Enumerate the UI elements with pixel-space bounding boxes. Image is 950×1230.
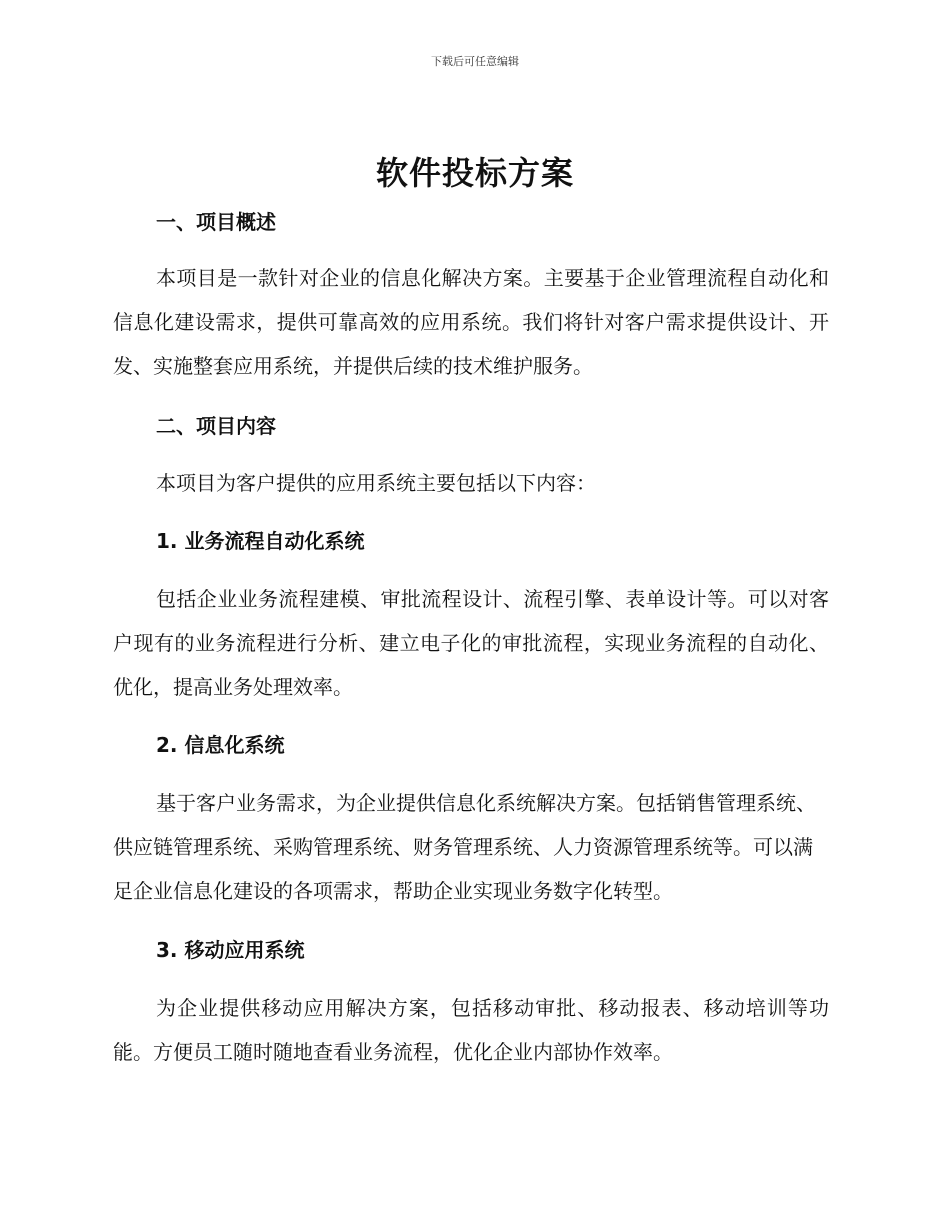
section-paragraph: 本项目是一款针对企业的信息化解决方案。主要基于企业管理流程自动化和信息化建设需求，提供可靠高效的应用系统。我们将针对客户需求提供设计、开发、实施整套应用系统，并提供后续的技术维护服务。 — [113, 266, 829, 378]
section-heading: 2. 信息化系统 — [156, 733, 285, 757]
section-paragraph-workflow — [113, 577, 829, 709]
section-paragraph-information — [113, 781, 829, 913]
section-heading: 一、项目概述 — [156, 210, 276, 234]
section-paragraph-mobile — [113, 986, 829, 1074]
section-paragraph: 包括企业业务流程建模、审批流程设计、流程引擎、表单设计等。可以对客户现有的业务流程进行分析、建立电子化的审批流程，实现业务流程的自动化、优化，提高业务处理效率。 — [113, 587, 829, 699]
section-heading: 1. 业务流程自动化系统 — [156, 529, 365, 553]
section-heading-mobile — [113, 936, 829, 964]
section-heading-overview — [113, 208, 829, 236]
section-paragraph: 基于客户业务需求，为企业提供信息化系统解决方案。包括销售管理系统、供应链管理系统、采购管理系统、财务管理系统、人力资源管理系统等。可以满足企业信息化建设的各项需求，帮助企业实现业务数字化转型。 — [113, 791, 816, 903]
document-title: 软件投标方案 — [375, 154, 574, 192]
header-note: 下载后可任意编辑 — [431, 55, 519, 68]
section-paragraph-overview — [113, 256, 829, 388]
section-paragraph-content — [113, 461, 829, 505]
section-heading-workflow — [113, 527, 829, 555]
section-paragraph: 本项目为客户提供的应用系统主要包括以下内容： — [156, 471, 596, 495]
section-heading-information — [113, 731, 829, 759]
section-heading: 3. 移动应用系统 — [156, 938, 305, 962]
section-heading-content — [113, 412, 829, 440]
section-paragraph: 为企业提供移动应用解决方案，包括移动审批、移动报表、移动培训等功能。方便员工随时随地查看业务流程，优化企业内部协作效率。 — [113, 996, 829, 1064]
section-heading: 二、项目内容 — [156, 414, 276, 438]
